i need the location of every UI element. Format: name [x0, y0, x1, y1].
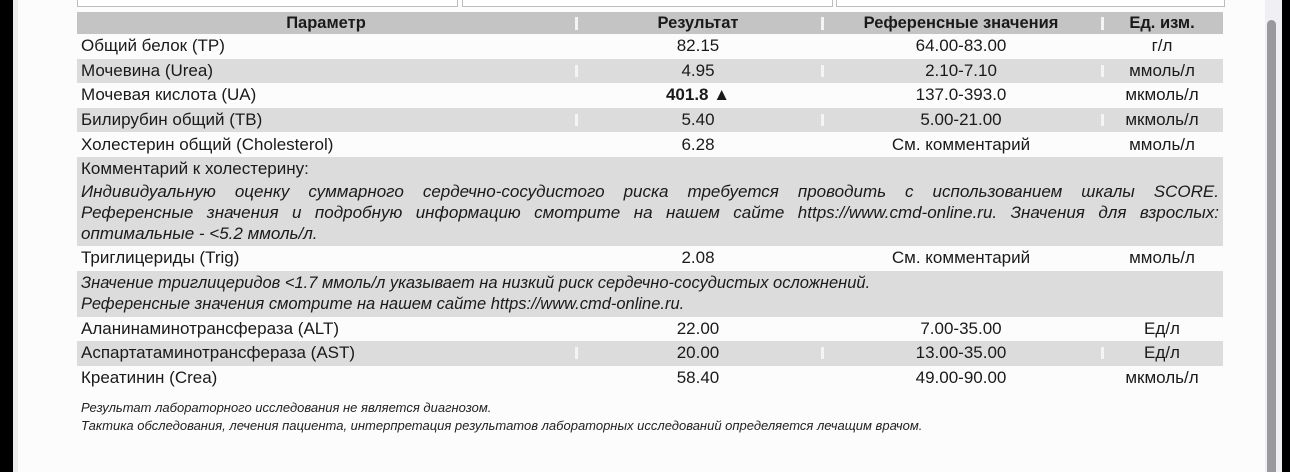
- patient-info-box-3: [836, 0, 1225, 7]
- table-row: [77, 108, 1223, 133]
- column-separator: [1101, 65, 1104, 77]
- reference-cell: См. комментарий: [891, 248, 1031, 268]
- result-cell: 2.08: [681, 248, 715, 268]
- scrollbar-thumb[interactable]: [1267, 20, 1276, 472]
- comment-title: Комментарий к холестерину:: [81, 158, 309, 178]
- cholesterol-comment: [77, 157, 1223, 246]
- parameter-cell: Общий белок (TP): [81, 36, 225, 56]
- column-separator: [575, 65, 578, 77]
- disclaimer-line: Результат лабораторного исследования не является диагнозом.: [81, 400, 492, 415]
- result-cell: 6.28: [681, 134, 715, 154]
- column-separator: [821, 347, 824, 359]
- unit-cell: мкмоль/л: [1101, 110, 1223, 130]
- comment-line: Референсные значения смотрите на нашем сайте https://www.cmd-online.ru.: [81, 294, 685, 313]
- column-separator: [821, 17, 824, 30]
- reference-cell: 13.00-35.00: [821, 343, 1101, 363]
- table-row: [77, 34, 1223, 59]
- parameter-cell: Аспартатаминотрансфераза (AST): [81, 343, 356, 363]
- result-cell: 4.95: [575, 61, 821, 81]
- result-cell: 5.40: [575, 110, 821, 130]
- table-header-row: [77, 12, 1223, 34]
- comment-text: [81, 181, 1219, 246]
- parameter-cell: Мочевая кислота (UA): [81, 85, 257, 105]
- parameter-cell: Мочевина (Urea): [81, 60, 214, 80]
- reference-cell: 137.0-393.0: [915, 85, 1007, 105]
- parameter-cell: Аланинаминотрансфераза (ALT): [81, 318, 340, 338]
- result-cell-high: 401.8 ▲: [665, 85, 731, 105]
- table-row: [77, 59, 1223, 84]
- comment-line: оптимальные - <5.2 ммоль/л.: [81, 223, 318, 243]
- reference-cell: 7.00-35.00: [920, 318, 1002, 338]
- table-row: [77, 366, 1223, 391]
- patient-info-box-1: [77, 0, 458, 7]
- header-unit: Ед. изм.: [1101, 14, 1223, 33]
- screen-edge-right: [1282, 0, 1290, 472]
- comment-line: Значение триглицеридов <1.7 ммоль/л указывает на низкий риск сердечно-сосудистых осложнений.: [81, 273, 871, 292]
- unit-cell: Ед/л: [1144, 318, 1180, 338]
- result-cell: 82.15: [676, 36, 720, 56]
- column-separator: [1101, 347, 1104, 359]
- column-separator: [575, 17, 578, 30]
- table-row: [77, 132, 1223, 157]
- parameter-cell: Билирубин общий (TB): [81, 110, 263, 130]
- reference-cell: 2.10-7.10: [821, 61, 1101, 81]
- lab-results-table: [77, 12, 1223, 390]
- column-separator: [575, 114, 578, 126]
- reference-cell: 64.00-83.00: [915, 36, 1007, 56]
- column-separator: [821, 114, 824, 126]
- header-reference: Референсные значения: [821, 14, 1101, 33]
- table-row: [77, 317, 1223, 342]
- unit-cell: г/л: [1151, 36, 1173, 56]
- parameter-cell: Креатинин (Crea): [81, 368, 218, 388]
- disclaimer-line: Тактика обследования, лечения пациента, интерпретация результатов лабораторных исследований определяется лечащим врачом.: [81, 418, 923, 433]
- table-row: [77, 246, 1223, 271]
- disclaimer-footer: [81, 399, 922, 435]
- column-separator: [1101, 114, 1104, 126]
- patient-info-box-2: [462, 0, 833, 7]
- unit-cell: ммоль/л: [1129, 134, 1195, 154]
- reference-cell: 5.00-21.00: [821, 110, 1101, 130]
- reference-cell: 49.00-90.00: [915, 368, 1007, 388]
- table-row-flagged: [77, 83, 1223, 108]
- column-separator: [821, 65, 824, 77]
- screen-edge-left: [0, 0, 13, 472]
- triglycerides-comment: [77, 271, 1223, 317]
- unit-cell: Ед/л: [1101, 343, 1223, 363]
- comment-line: Референсные значения и подробную информацию смотрите на нашем сайте https://www.cmd-online.ru. Значения для взрослых:: [81, 202, 1219, 222]
- unit-cell: ммоль/л: [1129, 248, 1195, 268]
- result-cell: 20.00: [575, 343, 821, 363]
- reference-cell: См. комментарий: [891, 134, 1031, 154]
- comment-line: Индивидуальную оценку суммарного сердечно-сосудистого риска требуется проводить с использованием шкалы SCORE.: [81, 181, 1219, 201]
- unit-cell: мкмоль/л: [1125, 368, 1199, 388]
- header-result: Результат: [575, 14, 821, 33]
- parameter-cell: Триглицериды (Trig): [81, 248, 240, 268]
- table-row: [77, 341, 1223, 366]
- result-cell: 22.00: [676, 318, 720, 338]
- unit-cell: мкмоль/л: [1125, 85, 1199, 105]
- unit-cell: ммоль/л: [1101, 61, 1223, 81]
- parameter-cell: Холестерин общий (Cholesterol): [81, 134, 334, 154]
- column-separator: [575, 347, 578, 359]
- result-cell: 58.40: [676, 368, 720, 388]
- column-separator: [1101, 17, 1104, 30]
- header-parameter: Параметр: [286, 13, 366, 32]
